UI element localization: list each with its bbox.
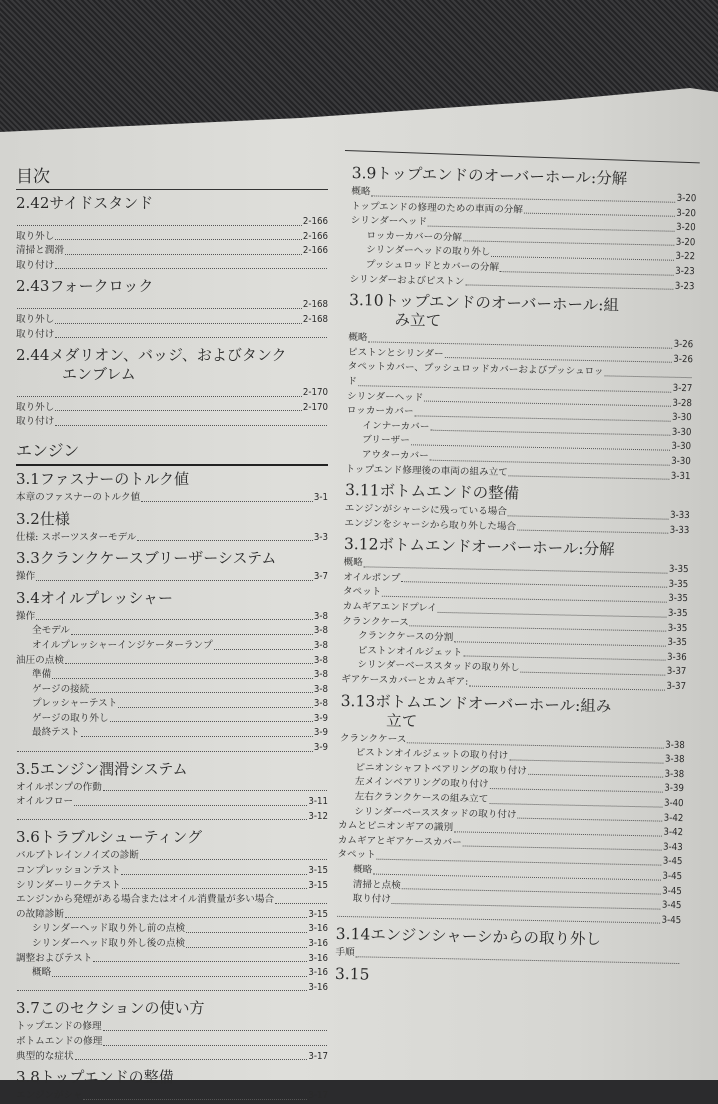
entry-label: クランクケース xyxy=(342,615,409,631)
toc-entry[interactable] xyxy=(16,654,328,669)
page-number: 3-23 xyxy=(675,279,695,294)
section-heading xyxy=(16,549,328,568)
dot-leader xyxy=(36,610,313,621)
toc-entry[interactable] xyxy=(16,328,328,343)
entry-label: カムギアとギアケースカバー xyxy=(338,834,462,851)
toc-entry[interactable] xyxy=(16,966,328,981)
page-number: 2-166 xyxy=(303,244,328,259)
entry-label: 操作 xyxy=(16,610,35,625)
entry-label: エンジンから発煙がある場合またはオイル消費量が多い場合 xyxy=(16,893,274,908)
entry-label: 手順 xyxy=(335,946,354,961)
heading-text: 3.4オイルプレッシャー xyxy=(16,589,173,607)
entry-label: ボトムエンドの修理 xyxy=(16,1035,102,1050)
entry-label: トップエンドの修理のための車両の分解 xyxy=(351,200,523,218)
entry-label: 操作 xyxy=(16,570,35,585)
dot-leader xyxy=(509,466,670,480)
page-number: 3-11 xyxy=(308,795,328,810)
page-number: 3-8 xyxy=(314,668,328,683)
page-number: 3-45 xyxy=(662,884,682,899)
toc-entry[interactable] xyxy=(16,610,328,625)
entry-label: ピストンオイルジェット xyxy=(358,644,463,661)
page-number: 3-37 xyxy=(666,680,686,695)
dot-leader xyxy=(55,401,302,412)
entry-label: シリンダーヘッド取り外し後の点検 xyxy=(32,937,185,952)
entry-label: ロッカーカバー xyxy=(347,404,414,420)
entry-label: タペットカバー、プッシュロッドカバーおよびプッシュロッ xyxy=(347,360,603,380)
entry-label: 取り付け xyxy=(352,892,391,907)
page-number: 3-22 xyxy=(675,250,695,265)
entry-label: 取り外し xyxy=(16,401,54,416)
entry-label: 取り外し xyxy=(16,230,54,245)
page-number: 3-27 xyxy=(673,382,693,397)
dot-leader xyxy=(17,215,302,226)
entry-label: コンプレッションテスト xyxy=(16,864,120,879)
page-number: 3-42 xyxy=(663,826,683,841)
page-number: 3-40 xyxy=(664,797,684,812)
entry-label: バルブトレインノイズの診断 xyxy=(16,849,139,864)
entry-label: ゲージの取り外し xyxy=(32,712,109,727)
dot-leader xyxy=(141,491,313,502)
page-number: 3-9 xyxy=(314,741,328,756)
dot-leader xyxy=(186,937,307,948)
entry-label: クランクケースの分割 xyxy=(358,629,454,646)
entry-label: 取り外し xyxy=(16,313,54,328)
entry-label: 概略 xyxy=(348,331,367,346)
heading-text: 2.44メダリオン、バッジ、およびタンク xyxy=(16,346,287,364)
entry-label: ド xyxy=(347,375,357,390)
section-heading xyxy=(16,760,328,779)
dot-leader xyxy=(55,259,327,270)
heading-text: 3.7このセクションの使い方 xyxy=(16,999,205,1017)
page-number: 3-26 xyxy=(673,338,693,353)
page-number: 3-43 xyxy=(663,840,683,855)
page-number: 3-9 xyxy=(314,726,328,741)
entry-label: ゲージの接続 xyxy=(32,683,89,698)
entry-label: プッシュロッドとカバーの分解 xyxy=(366,258,500,275)
page-number: 3-12 xyxy=(308,810,328,825)
heading-text: 3.11ボトムエンドの整備 xyxy=(345,481,519,503)
page-number: 3-38 xyxy=(665,738,685,753)
right-toc-list xyxy=(335,164,697,991)
toc-entry[interactable] xyxy=(16,712,328,727)
dot-leader xyxy=(65,244,302,255)
page-number: 3-8 xyxy=(314,697,328,712)
left-toc-list xyxy=(16,194,328,1104)
toc-entry[interactable] xyxy=(16,639,328,654)
entry-label: エンジンがシャ xyxy=(16,1089,82,1104)
toc-entry[interactable] xyxy=(16,922,328,937)
page-number: 3-45 xyxy=(662,899,682,914)
entry-label: オイルポンプの作動 xyxy=(16,781,102,796)
page-number: 2-168 xyxy=(303,313,328,328)
page-number: 3-36 xyxy=(667,651,687,666)
toc-entry[interactable] xyxy=(16,415,328,430)
heading-text: 3.8トップエンドの整備 xyxy=(16,1068,174,1086)
entry-label: ロッカーカバーの分解 xyxy=(366,229,462,246)
entry-label: ピストンオイルジェットの取り付け xyxy=(355,746,508,764)
entry-label: ピニオンシャフトベアリングの取り付け xyxy=(355,761,527,779)
entry-label: 清掃と点検 xyxy=(353,878,401,894)
toc-title: 目次 xyxy=(16,162,328,190)
dot-leader xyxy=(521,662,666,676)
toc-entry[interactable] xyxy=(16,531,328,546)
dot-leader xyxy=(52,966,307,977)
toc-entry[interactable] xyxy=(16,668,328,683)
toc-entry[interactable] xyxy=(16,386,328,401)
entry-label: ギアケースカバーとカムギア: xyxy=(341,673,468,690)
section-heading xyxy=(16,470,328,489)
page-number: 3-9 xyxy=(314,712,328,727)
section-heading xyxy=(16,1068,328,1087)
dot-leader xyxy=(528,765,664,778)
dot-leader xyxy=(121,864,307,875)
page-number: 3-8 xyxy=(314,624,328,639)
page-number: 3-8 xyxy=(314,610,328,625)
dot-leader xyxy=(74,795,307,806)
dot-leader xyxy=(500,261,674,275)
heading-text: 3.1ファスナーのトルク値 xyxy=(16,470,189,488)
section-heading xyxy=(340,692,686,737)
toc-entry[interactable] xyxy=(16,893,328,908)
dot-leader xyxy=(55,328,327,339)
toc-entry[interactable] xyxy=(16,298,328,313)
entry-label: 全モデル xyxy=(32,624,70,639)
entry-label: シリンダーヘッド xyxy=(351,214,428,230)
section-heading xyxy=(16,194,328,213)
entry-label: シリンダーリークテスト xyxy=(16,879,121,894)
entry-label: アウターカバー xyxy=(362,448,429,464)
heading-text: 3.3クランクケースブリーザーシステム xyxy=(16,549,276,567)
dot-leader xyxy=(83,1089,307,1100)
page-number: 3-33 xyxy=(670,523,690,538)
page-number: 3-3 xyxy=(314,531,328,546)
page-number: 3-35 xyxy=(667,636,687,651)
left-column xyxy=(16,162,328,1104)
entry-label: オイルプレッシャーインジケーターランプ xyxy=(32,639,213,654)
page-number: 2-168 xyxy=(303,298,328,313)
dot-leader xyxy=(489,778,663,792)
page-number: 3-45 xyxy=(661,913,681,928)
entry-label: 最終テスト xyxy=(32,726,80,741)
entry-label: 仕様: スポーツスターモデル xyxy=(16,531,136,546)
page-number: 3-8 xyxy=(314,683,328,698)
entry-label: 取り付け xyxy=(16,415,54,430)
toc-entry[interactable] xyxy=(16,215,328,230)
page-number: 3-26 xyxy=(673,353,693,368)
dot-leader xyxy=(517,520,669,534)
entry-label: 左右クランクケースの組み立て xyxy=(354,790,488,807)
section-heading xyxy=(16,589,328,608)
toc-entry[interactable] xyxy=(16,244,328,259)
dot-leader xyxy=(17,981,307,992)
page-number: 2-170 xyxy=(303,386,328,401)
entry-label: シリンダーベーススタッドの取り付け xyxy=(354,805,517,823)
page-number: 3-16 xyxy=(308,966,328,981)
dot-leader xyxy=(122,879,308,890)
toc-entry[interactable] xyxy=(16,624,328,639)
toc-entry[interactable] xyxy=(16,697,328,712)
toc-entry[interactable] xyxy=(16,1089,328,1104)
entry-label: タペット xyxy=(337,848,376,863)
dot-leader xyxy=(75,1050,308,1061)
entry-label: オイルポンプ xyxy=(343,571,400,587)
page-number: 3-15 xyxy=(308,879,328,894)
entry-label: 概略 xyxy=(353,863,372,878)
page-number: 3-15 xyxy=(308,864,328,879)
page-number: 3-33 xyxy=(670,509,690,524)
page-number: 3-8 xyxy=(314,654,328,669)
entry-label: エンジンをシャーシから取り外した場合 xyxy=(344,517,516,535)
dot-leader xyxy=(55,230,302,241)
page-number: 3-16 xyxy=(308,952,328,967)
entry-label: 準備 xyxy=(32,668,51,683)
entry-label: ブリーザー xyxy=(362,434,410,450)
dot-leader xyxy=(55,415,327,426)
page-number: 3-20 xyxy=(677,192,697,207)
page-number: 3-20 xyxy=(676,221,696,236)
page-number: 3-28 xyxy=(672,396,692,411)
page-number: 3-42 xyxy=(664,811,684,826)
entry-label: 取り付け xyxy=(16,328,54,343)
page-number: 3-37 xyxy=(667,665,687,680)
dot-leader xyxy=(214,639,313,650)
dot-leader xyxy=(71,624,313,635)
dot-leader xyxy=(93,952,307,963)
page-number: 2-170 xyxy=(303,401,328,416)
page-number: 3-38 xyxy=(664,767,684,782)
toc-entry[interactable] xyxy=(16,1020,328,1035)
page-number: 2-166 xyxy=(303,215,328,230)
toc-entry[interactable] xyxy=(16,491,328,506)
page-number: 3-35 xyxy=(668,592,688,607)
page-number: 3-20 xyxy=(676,236,696,251)
dot-leader xyxy=(81,726,313,737)
entry-label: カムとピニオンギアの識別 xyxy=(338,819,453,836)
page-number: 3-1 xyxy=(314,491,328,506)
toc-entry[interactable] xyxy=(16,683,328,698)
dot-leader xyxy=(17,741,313,752)
entry-label: トップエンドの修理 xyxy=(16,1020,102,1035)
page-number: 3-16 xyxy=(308,981,328,996)
entry-label: オイルフロー xyxy=(16,795,73,810)
heading-text: 3.2仕様 xyxy=(16,510,70,528)
toc-entry[interactable] xyxy=(16,401,328,416)
dot-leader xyxy=(36,570,313,581)
toc-entry[interactable] xyxy=(16,230,328,245)
entry-label: 調整およびテスト xyxy=(16,952,92,967)
dot-leader xyxy=(17,386,302,397)
toc-entry[interactable] xyxy=(16,570,328,585)
dot-leader xyxy=(517,808,662,822)
heading-text: 3.14エンジンシャーシからの取り外し xyxy=(336,925,602,949)
page-number: 3-35 xyxy=(669,563,689,578)
toc-entry[interactable] xyxy=(16,741,328,756)
page-number: 3-8 xyxy=(314,639,328,654)
dot-leader xyxy=(275,893,327,904)
toc-entry[interactable] xyxy=(16,259,328,274)
page-number: 3-45 xyxy=(662,870,682,885)
page-number: 3-39 xyxy=(664,782,684,797)
entry-label: 概略 xyxy=(351,185,370,200)
heading-text: 3.13ボトムエンドオーバーホール:組み xyxy=(340,692,611,716)
entry-label: エンジンがシャーシに残っている場合 xyxy=(345,502,508,520)
page-number: 3-17 xyxy=(308,1050,328,1065)
toc-entry[interactable] xyxy=(16,849,328,864)
dot-leader xyxy=(90,683,313,694)
entry-label: シリンダーヘッド取り外し前の点検 xyxy=(32,922,185,937)
dot-leader xyxy=(17,810,307,821)
dot-leader xyxy=(524,203,676,217)
entry-label: 清掃と潤滑 xyxy=(16,244,64,259)
entry-label: プレッシャーテスト xyxy=(32,697,117,712)
section-heading xyxy=(16,999,328,1018)
toc-entry[interactable] xyxy=(16,726,328,741)
entry-label: トップエンド修理後の車両の組み立て xyxy=(345,462,508,480)
heading-text: 3.6トラブルシューティング xyxy=(16,828,202,846)
dot-leader xyxy=(489,793,663,807)
entry-label: 左メインベアリングの取り付け xyxy=(355,776,489,793)
heading-text: エンジン xyxy=(16,441,79,460)
dot-leader xyxy=(509,750,664,764)
dot-leader xyxy=(604,366,691,378)
toc-entry[interactable] xyxy=(16,908,328,923)
page-number: 3-45 xyxy=(663,855,683,870)
dot-leader xyxy=(137,531,313,542)
page-number: 3-30 xyxy=(672,425,692,440)
entry-label: 典型的な症状 xyxy=(16,1050,74,1065)
page-number: 3-15 xyxy=(308,908,328,923)
entry-label: シリンダーおよびピストン xyxy=(349,273,464,290)
entry-label: クランクケース xyxy=(340,731,407,747)
heading-text: 3.5エンジン潤滑システム xyxy=(16,760,188,778)
toc-entry[interactable] xyxy=(16,313,328,328)
toc-entry[interactable] xyxy=(16,879,328,894)
entry-label: ピストンとシリンダー xyxy=(348,346,444,363)
toc-entry[interactable] xyxy=(16,864,328,879)
page-number: 3-20 xyxy=(676,206,696,221)
toc-entry[interactable] xyxy=(16,1050,328,1065)
page-number: 3-30 xyxy=(672,411,692,426)
dot-leader xyxy=(186,922,307,933)
entry-label: シリンダーヘッド xyxy=(347,389,424,405)
dot-leader xyxy=(52,668,313,679)
dot-leader xyxy=(103,1020,327,1031)
heading-text: 3.15 xyxy=(335,965,370,984)
entry-label: シリンダーヘッドの取り外し xyxy=(366,244,491,261)
entry-label: 取り付け xyxy=(16,259,54,274)
heading-text: 3.10トップエンドのオーバーホール:組 xyxy=(349,291,619,315)
right-column xyxy=(335,160,697,993)
page-number: 3-38 xyxy=(665,753,685,768)
entry-label: 概略 xyxy=(32,966,51,981)
page-number: 3-7 xyxy=(314,570,328,585)
page-number: 3-35 xyxy=(668,578,688,593)
entry-label: の故障診断 xyxy=(16,908,64,923)
entry-label: シリンダーベーススタッドの取り外し xyxy=(357,659,520,677)
dot-leader xyxy=(103,1035,327,1046)
toc-entry[interactable] xyxy=(16,937,328,952)
page-number: 3-30 xyxy=(671,440,691,455)
dot-leader xyxy=(118,697,313,708)
section-heading xyxy=(16,510,328,529)
page-number: 3-30 xyxy=(671,455,691,470)
dot-leader xyxy=(65,654,313,665)
dot-leader xyxy=(110,712,313,723)
entry-label: 本章のファスナーのトルク値 xyxy=(16,491,140,506)
toc-entry[interactable] xyxy=(16,1035,328,1050)
heading-text: 3.9トップエンドのオーバーホール:分解 xyxy=(352,164,628,188)
dot-leader xyxy=(17,298,302,309)
entry-label: 油圧の点検 xyxy=(16,654,64,669)
chapter-heading xyxy=(16,438,328,466)
page-number: 2-166 xyxy=(303,230,328,245)
entry-label: 概略 xyxy=(343,556,362,571)
toc-entry[interactable] xyxy=(16,952,328,967)
entry-label: カムギアエンドプレイ xyxy=(342,600,437,617)
heading-text-continued: 立て xyxy=(340,711,685,737)
heading-text: 3.12ボトムエンドオーバーホール:分解 xyxy=(344,535,615,559)
page-number: 3-17 xyxy=(308,1089,328,1104)
toc-entry[interactable] xyxy=(16,810,328,825)
heading-text-continued: み立て xyxy=(348,310,693,336)
dot-leader xyxy=(508,505,669,519)
toc-entry[interactable] xyxy=(16,781,328,796)
section-heading xyxy=(16,828,328,847)
page-number: 3-16 xyxy=(308,922,328,937)
section-heading xyxy=(16,277,328,296)
heading-text: 2.42サイドスタンド xyxy=(16,194,153,212)
section-heading xyxy=(348,291,694,336)
page-number: 3-35 xyxy=(668,607,688,622)
entry-label: タペット xyxy=(343,585,382,600)
dot-leader xyxy=(103,781,327,792)
dot-leader xyxy=(55,313,302,324)
dot-leader xyxy=(140,849,327,860)
page-number: 3-16 xyxy=(308,937,328,952)
page-number: 3-31 xyxy=(671,469,691,484)
entry-label: インナーカバー xyxy=(362,419,429,435)
page-number: 3-35 xyxy=(668,621,688,636)
dot-leader xyxy=(65,908,307,919)
toc-entry[interactable] xyxy=(16,795,328,810)
page-number: 3-23 xyxy=(675,265,695,280)
toc-entry[interactable] xyxy=(16,981,328,996)
heading-text-continued: エンブレム xyxy=(16,365,328,384)
heading-text: 2.43フォークロック xyxy=(16,277,153,295)
section-heading xyxy=(16,346,328,384)
